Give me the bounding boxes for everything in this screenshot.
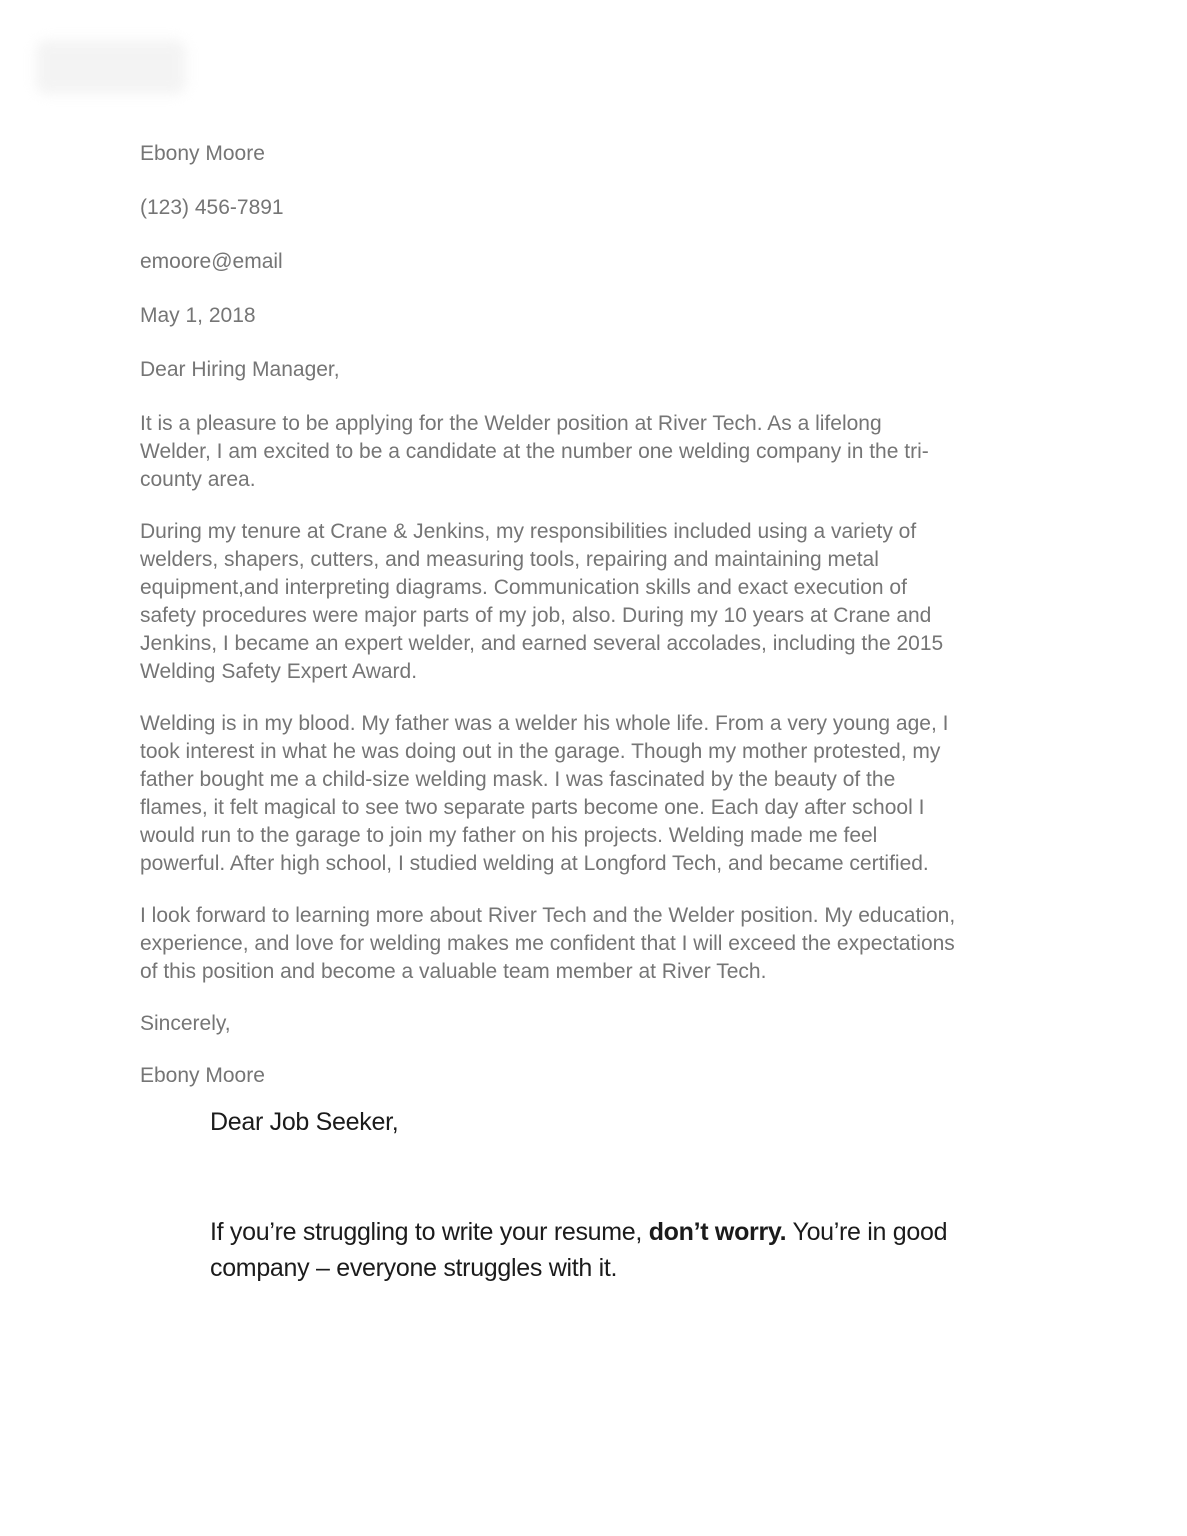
letter-signature: Ebony Moore — [140, 1064, 265, 1087]
text-line: Welding Safety Expert Award. — [140, 660, 418, 683]
text-line: experience, and love for welding makes me confident that I will exceed the expectations — [140, 932, 955, 955]
watermark-smudge — [36, 40, 186, 94]
sender-phone: (123) 456-7891 — [140, 196, 284, 219]
text-line: Welding is in my blood. My father was a welder his whole life. From a very young age, I — [140, 712, 949, 735]
text-line: father bought me a child-size welding mask. I was fascinated by the beauty of the — [140, 768, 896, 791]
text-line: equipment,and interpreting diagrams. Communication skills and exact execution of — [140, 576, 907, 599]
plain-text: You’re in good — [786, 1218, 948, 1246]
paragraph-conclusion — [140, 902, 1050, 986]
text-line: I look forward to learning more about River Tech and the Welder position. My education, — [140, 904, 956, 927]
text-line: county area. — [140, 468, 256, 491]
text-line: Welder, I am excited to be a candidate at the number one welding company in the tri- — [140, 440, 929, 463]
paragraph-intro — [140, 410, 1050, 494]
text-line: of this position and become a valuable team member at River Tech. — [140, 960, 767, 983]
letter-closing: Sincerely, — [140, 1012, 231, 1035]
text-line: It is a pleasure to be applying for the Welder position at River Tech. As a lifelong — [140, 412, 882, 435]
note-body — [210, 1214, 947, 1286]
text-line — [210, 1214, 947, 1250]
text-line: flames, it felt magical to see two separate parts become one. Each day after school I — [140, 796, 925, 819]
letter-date: May 1, 2018 — [140, 304, 256, 327]
paragraph-background — [140, 710, 1050, 878]
sender-email: emoore@email — [140, 250, 283, 273]
bold-text: don’t worry. — [648, 1218, 787, 1246]
text-line: took interest in what he was doing out in the garage. Though my mother protested, my — [140, 740, 941, 763]
text-line: safety procedures were major parts of my job, also. During my 10 years at Crane and — [140, 604, 932, 627]
plain-text: company – everyone struggles with it. — [210, 1254, 618, 1282]
letter-salutation: Dear Hiring Manager, — [140, 358, 340, 381]
text-line: powerful. After high school, I studied welding at Longford Tech, and became certified. — [140, 852, 929, 875]
sender-name: Ebony Moore — [140, 142, 265, 165]
text-line: Jenkins, I became an expert welder, and earned several accolades, including the 2015 — [140, 632, 944, 655]
text-line — [210, 1250, 947, 1286]
plain-text: If you’re struggling to write your resume, — [210, 1218, 649, 1246]
text-line: would run to the garage to join my father on his projects. Welding made me feel — [140, 824, 878, 847]
text-line: welders, shapers, cutters, and measuring tools, repairing and maintaining metal — [140, 548, 879, 571]
note-salutation: Dear Job Seeker, — [210, 1108, 399, 1136]
paragraph-experience — [140, 518, 1050, 686]
text-line: During my tenure at Crane & Jenkins, my responsibilities included using a variety of — [140, 520, 917, 543]
cover-letter — [140, 140, 1050, 1114]
job-seeker-note — [210, 1104, 947, 1286]
